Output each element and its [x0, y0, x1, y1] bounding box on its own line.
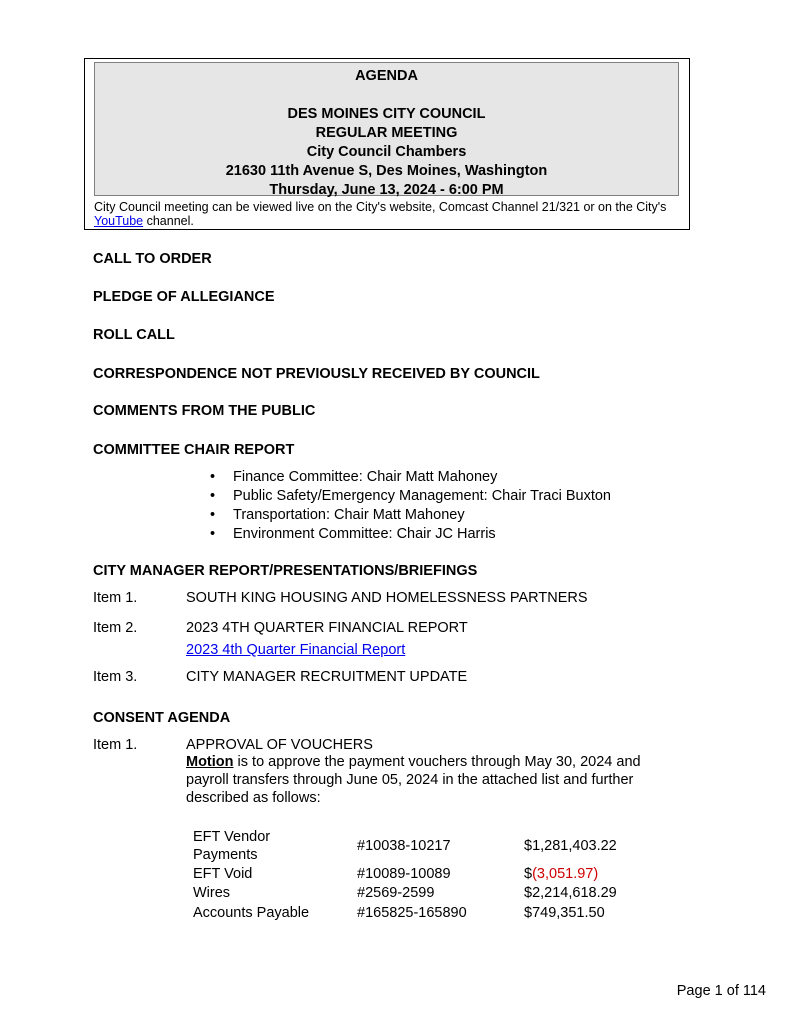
section-call-to-order: CALL TO ORDER	[93, 251, 212, 267]
item-number: Item 1.	[93, 590, 138, 606]
agenda-header-box	[84, 58, 690, 230]
council-name: DES MOINES CITY COUNCIL	[287, 106, 486, 122]
item-title: SOUTH KING HOUSING AND HOMELESSNESS PARTNERS	[186, 590, 588, 606]
item-number: Item 3.	[93, 669, 138, 685]
financial-report-link[interactable]: 2023 4th Quarter Financial Report	[186, 642, 406, 658]
page-number: Page 1 of 114	[676, 983, 766, 999]
bullet-icon: •	[210, 507, 216, 523]
motion-label: Motion	[186, 754, 234, 770]
section-correspondence: CORRESPONDENCE NOT PREVIOUSLY RECEIVED BY COUNCIL	[93, 366, 540, 382]
section-public-comments: COMMENTS FROM THE PUBLIC	[93, 403, 316, 419]
meeting-datetime: Thursday, June 13, 2024 - 6:00 PM	[269, 182, 504, 198]
bullet-icon: •	[210, 488, 216, 504]
bullet-icon: •	[210, 526, 216, 542]
meeting-address: 21630 11th Avenue S, Des Moines, Washington	[225, 163, 548, 179]
agenda-label: AGENDA	[355, 68, 418, 84]
youtube-link[interactable]: YouTube	[94, 214, 144, 228]
section-committee-chair: COMMITTEE CHAIR REPORT	[93, 442, 295, 458]
agenda-title-panel	[94, 62, 679, 196]
item-number: Item 2.	[93, 620, 138, 636]
item-title: CITY MANAGER RECRUITMENT UPDATE	[186, 669, 468, 685]
meeting-type: REGULAR MEETING	[315, 125, 458, 141]
section-consent-agenda: CONSENT AGENDA	[93, 710, 231, 726]
section-roll-call: ROLL CALL	[93, 327, 175, 343]
item-title: APPROVAL OF VOUCHERS	[186, 737, 373, 753]
item-number: Item 1.	[93, 737, 138, 753]
meeting-location: City Council Chambers	[306, 144, 467, 160]
negative-amount: (3,051.97)	[532, 866, 599, 882]
motion-paragraph: Motion is to approve the payment vouchers through May 30, 2024 and payroll transfers through June 05, 2024 in the attached list and further described as follows:	[186, 754, 641, 806]
item-title: 2023 4TH QUARTER FINANCIAL REPORT	[186, 620, 468, 636]
bullet-icon: •	[210, 469, 216, 485]
section-city-manager: CITY MANAGER REPORT/PRESENTATIONS/BRIEFINGS	[93, 563, 478, 579]
section-pledge: PLEDGE OF ALLEGIANCE	[93, 289, 275, 305]
viewing-note: City Council meeting can be viewed live on the City's website, Comcast Channel 21/321 or on the City's YouTube channel.	[94, 200, 667, 228]
